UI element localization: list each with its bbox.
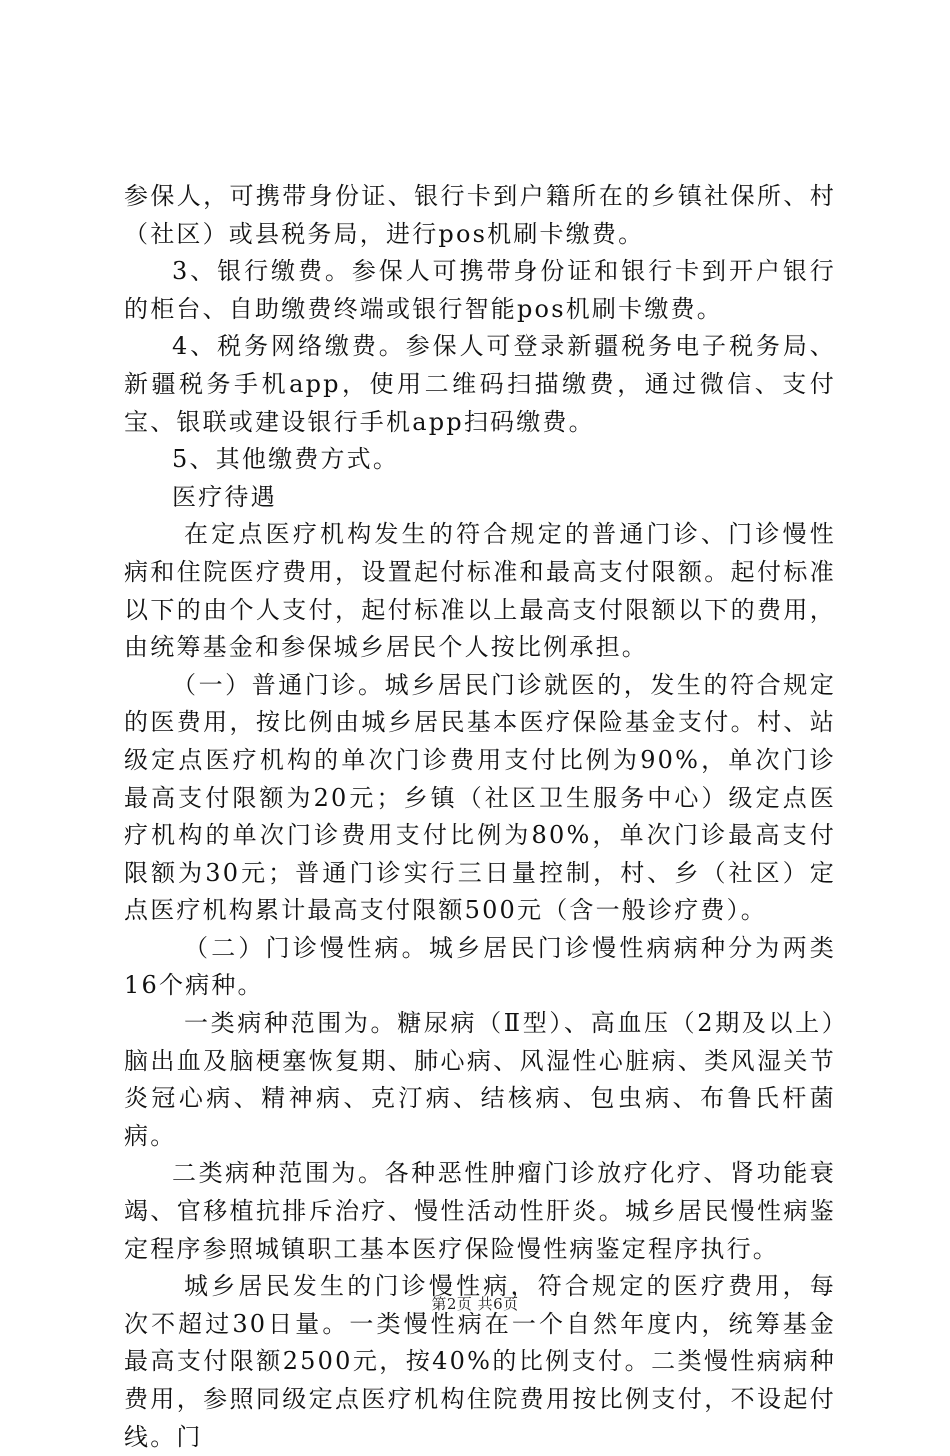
paragraph: 4、税务网络缴费。参保人可登录新疆税务电子税务局、新疆税务手机app，使用二维码扫描缴费，通过微信、支付宝、银联或建设银行手机app扫码缴费。 [124,332,836,436]
section-heading: 医疗待遇 [172,482,277,511]
body-text [124,178,836,1456]
paragraph: （二）门诊慢性病。城乡居民门诊慢性病病种分为两类16个病种。 [124,933,836,1000]
paragraph: 参保人，可携带身份证、银行卡到户籍所在的乡镇社保所、村（社区）或县税务局，进行pos机刷卡缴费。 [124,182,836,248]
paragraph: 3、银行缴费。参保人可携带身份证和银行卡到开户银行的柜台、自助缴费终端或银行智能pos机刷卡缴费。 [124,257,836,323]
paragraph: 在定点医疗机构发生的符合规定的普通门诊、门诊慢性病和住院医疗费用，设置起付标准和最高支付限额。起付标准以下的由个人支付，起付标准以上最高支付限额以下的费用，由统筹基金和参保城乡居民个人按比例承担。 [124,520,836,662]
paragraph: 一类病种范围为。糖尿病（Ⅱ型）、高血压（2期及以上）脑出血及脑梗塞恢复期、肺心病、风湿性心脏病、类风湿关节炎冠心病、精神病、克汀病、结核病、包虫病、布鲁氏杆菌病。 [124,1009,836,1150]
page-number-footer: 第2页 共6页 [431,1295,519,1313]
paragraph: 5、其他缴费方式。 [172,445,400,474]
paragraph: 城乡居民发生的门诊慢性病，符合规定的医疗费用，每次不超过30日量。一类慢性病在一个自然年度内，统筹基金最高支付限额2500元，按40%的比例支付。二类慢性病病种费用，参照同级定点医疗机构住院费用按比例支付，不设起付线。门 [124,1272,836,1451]
paragraph: （一）普通门诊。城乡居民门诊就医的，发生的符合规定的医费用，按比例由城乡居民基本医疗保险基金支付。村、站级定点医疗机构的单次门诊费用支付比例为90%，单次门诊最高支付限额为20元；乡镇（社区卫生服务中心）级定点医疗机构的单次门诊费用支付比例为80%，单次门诊最高支付限额为30元；普通门诊实行三日量控制，村、乡（社区）定点医疗机构累计最高支付限额500元（含一般诊疗费）。 [124,670,836,925]
paragraph: 二类病种范围为。各种恶性肿瘤门诊放疗化疗、肾功能衰竭、官移植抗排斥治疗、慢性活动性肝炎。城乡居民慢性病鉴定程序参照城镇职工基本医疗保险慢性病鉴定程序执行。 [124,1159,836,1263]
